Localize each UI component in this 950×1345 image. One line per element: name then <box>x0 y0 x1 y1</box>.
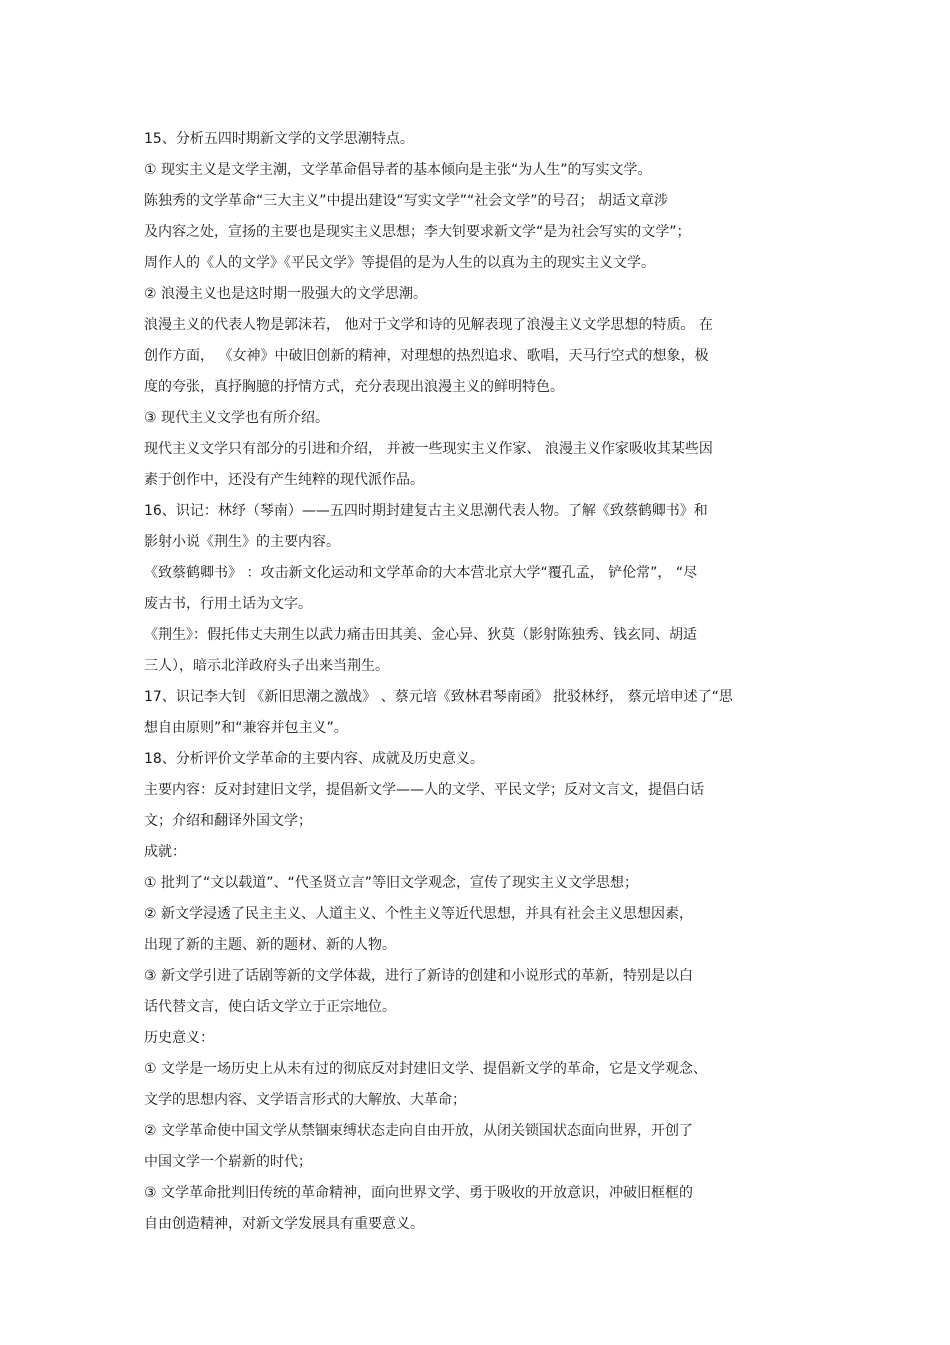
text-line: 18、分析评价文学革命的主要内容、成就及历史意义。 <box>144 751 484 767</box>
text-line: ① 批判了“文以载道”、“代圣贤立言”等旧文学观念，宣传了现实主义文学思想； <box>144 875 639 891</box>
text-line: 度的夸张，真抒胸臆的抒情方式，充分表现出浪漫主义的鲜明特色。 <box>144 379 564 395</box>
text-line: 15、分析五四时期新文学的文学思潮特点。 <box>144 131 414 147</box>
text-line: 自由创造精神，对新文学发展具有重要意义。 <box>144 1216 424 1232</box>
text-line: 文；介绍和翻译外国文学； <box>144 813 312 829</box>
text-line: ② 新文学浸透了民主主义、人道主义、个性主义等近代思想，并具有社会主义思想因素， <box>144 906 693 922</box>
text-line: ③ 现代主义文学也有所介绍。 <box>144 410 330 426</box>
text-line: 《荆生》：假托伟丈夫荆生以武力痛击田其美、金心异、狄莫（影射陈独秀、钱玄同、胡适 <box>144 627 697 643</box>
text-line: 陈独秀的文学革命“三大主义”中提出建设“写实文学”“社会文学”的号召； 胡适文章涉 <box>144 193 668 209</box>
text-line: ① 文学是一场历史上从未有过的彻底反对封建旧文学、提倡新文学的革命，它是文学观念、 <box>144 1061 707 1077</box>
text-line: 废古书，行用土话为文字。 <box>144 596 312 612</box>
text-line: 周作人的《人的文学》《平民文学》等提倡的是为人生的以真为主的现实主义文学。 <box>144 255 655 271</box>
text-line: 现代主义文学只有部分的引进和介绍， 并被一些现实主义作家、 浪漫主义作家吸收其某些因 <box>144 441 713 457</box>
text-line: 中国文学一个崭新的时代； <box>144 1154 312 1170</box>
text-line: ③ 新文学引进了话剧等新的文学体裁，进行了新诗的创建和小说形式的革新，特别是以白 <box>144 968 693 984</box>
text-line: 话代替文言，使白话文学立于正宗地位。 <box>144 999 396 1015</box>
text-line: 浪漫主义的代表人物是郭沫若， 他对于文学和诗的见解表现了浪漫主义文学思想的特质。 在 <box>144 317 713 333</box>
text-line: ③ 文学革命批判旧传统的革命精神，面向世界文学、勇于吸收的开放意识，冲破旧框框的 <box>144 1185 693 1201</box>
text-line: 历史意义： <box>144 1030 214 1046</box>
text-line: 创作方面， 《女神》中破旧创新的精神，对理想的热烈追求、歌唱，天马行空式的想象，极 <box>144 348 709 364</box>
text-line: 主要内容：反对封建旧文学，提倡新文学——人的文学、平民文学；反对文言文，提倡白话 <box>144 782 704 798</box>
text-line: 三人），暗示北洋政府头子出来当荆生。 <box>144 658 389 674</box>
text-line: 出现了新的主题、新的题材、新的人物。 <box>144 937 396 953</box>
text-line: 《致蔡鹤卿书》 ：攻击新文化运动和文学革命的大本营北京大学“覆孔孟， 铲伦常”， “尽 <box>144 565 698 581</box>
text-line: 及内容之处，宣扬的主要也是现实主义思想；李大钊要求新文学“是为社会写实的文学”； <box>144 224 691 240</box>
text-line: 文学的思想内容、文学语言形式的大解放、大革命； <box>144 1092 466 1108</box>
text-line: 素于创作中，还没有产生纯粹的现代派作品。 <box>144 472 424 488</box>
text-line: 影射小说《荆生》的主要内容。 <box>144 534 340 550</box>
text-line: 成就： <box>144 844 186 860</box>
text-line: ① 现实主义是文学主潮，文学革命倡导者的基本倾向是主张“为人生”的写实文学。 <box>144 162 652 178</box>
text-line: ② 文学革命使中国文学从禁锢束缚状态走向自由开放，从闭关锁国状态面向世界，开创了 <box>144 1123 693 1139</box>
text-line: 17、识记李大钊 《新旧思潮之激战》 、蔡元培《致林君琴南函》 批驳林纾， 蔡元培申述了“思 <box>144 689 733 705</box>
document-body <box>144 124 814 1240</box>
text-line: ② 浪漫主义也是这时期一股强大的文学思潮。 <box>144 286 427 302</box>
text-line: 16、识记：林纾（琴南）——五四时期封建复古主义思潮代表人物。了解《致蔡鹤卿书》和 <box>144 503 708 519</box>
text-line: 想自由原则”和“兼容并包主义”。 <box>144 720 348 736</box>
